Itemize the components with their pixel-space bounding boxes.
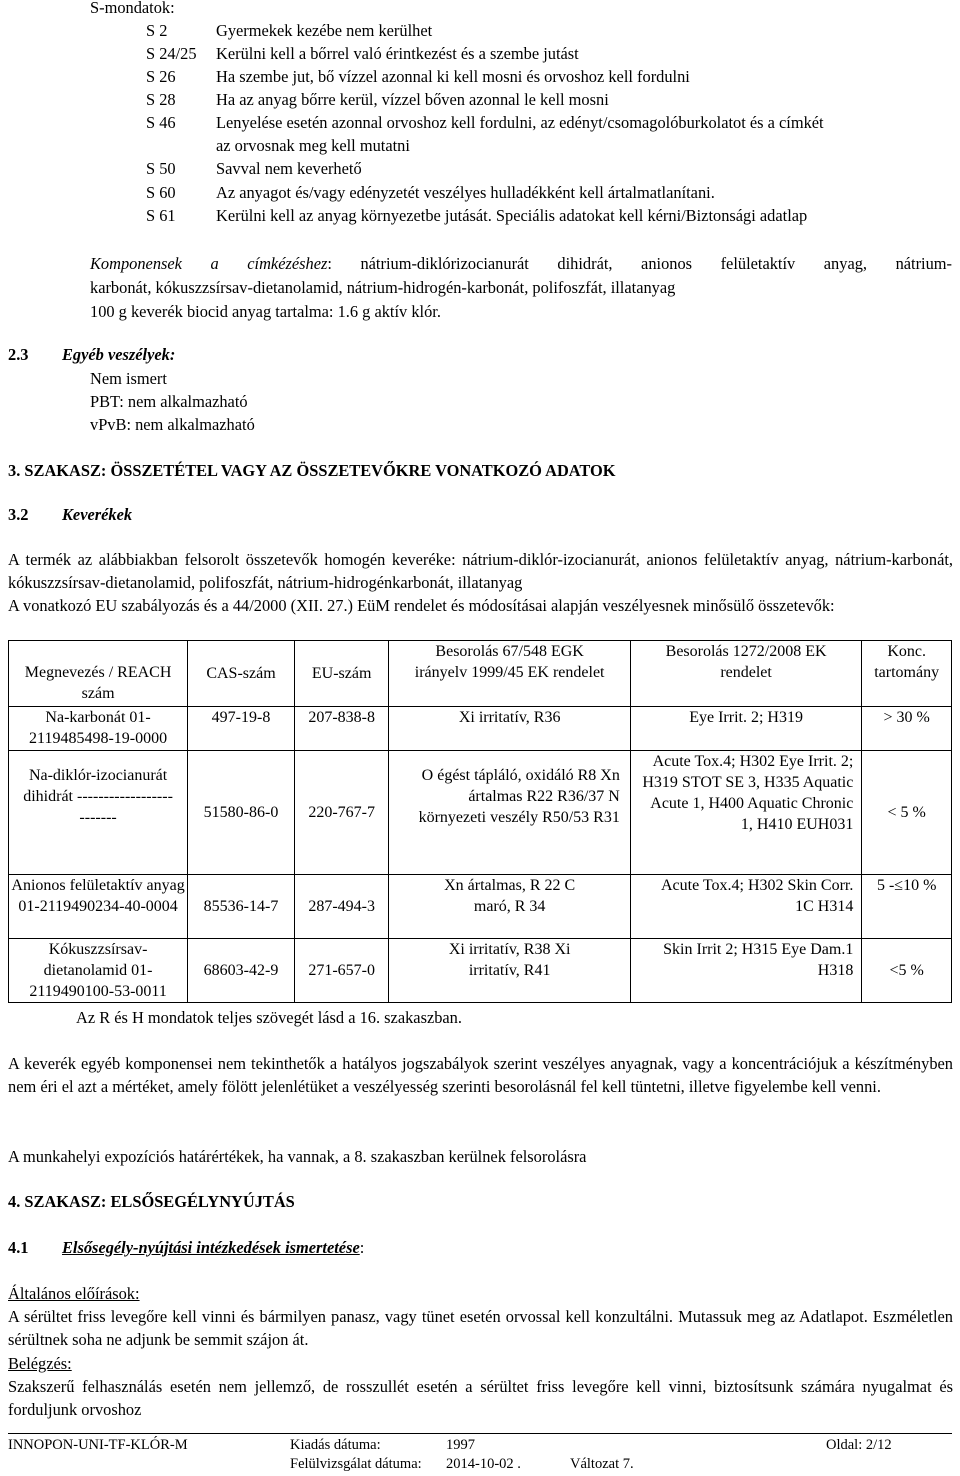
cell-class2: Eye Irrit. 2; H319 [630, 707, 861, 751]
cell-eu: 220-767-7 [294, 751, 389, 875]
regulation-text: A vonatkozó EU szabályozás és a 44/2000 (XII. 27.) EüM rendelet és módosításai alapján veszélyesnek minősülő összetevők: [8, 596, 835, 615]
s-code: S 46 [146, 113, 176, 132]
table-row [9, 707, 952, 751]
s-code: S 60 [146, 183, 176, 202]
cell-conc: 5 -≤10 % [862, 875, 952, 939]
section4-heading: 4. SZAKASZ: ELSŐSEGÉLYNYÚJTÁS [8, 1192, 295, 1211]
s-text: Ha szembe jut, bő vízzel azonnal ki kell mosni és orvoshoz kell fordulni [216, 67, 690, 86]
labeling-line2: karbonát, kókuszzsírsav-dietanolamid, nátrium-hidrogén-karbonát, polifoszfát, illatanyag [90, 278, 676, 297]
cell-class2: Acute Tox.4; H302 Skin Corr. 1C H314 [630, 875, 861, 939]
cell-name: Kókuszzsírsav-dietanolamid 01-2119490100-53-0011 [9, 939, 188, 1003]
cell-cas: 51580-86-0 [188, 751, 295, 875]
components-table [8, 640, 952, 1003]
cell-conc: > 30 % [862, 707, 952, 751]
labeling-line1: : nátrium-diklórizocianurát dihidrát, anionos felületaktív anyag, nátrium- [327, 254, 953, 273]
s-text: az orvosnak meg kell mutatni [216, 136, 410, 155]
inhalation-label: Belégzés: [8, 1354, 72, 1373]
cell-class2: Skin Irrit 2; H315 Eye Dam.1 H318 [630, 939, 861, 1003]
cell-class1: Xi irritatív, R36 [389, 707, 630, 751]
s-text: Gyermekek kezébe nem kerülhet [216, 21, 433, 40]
section3-sub-number: 3.2 [8, 505, 29, 524]
other-components-text: A keverék egyéb komponensei nem tekinthetők a hatályos jogszabályok szerint veszélyes anyagnak, vagy a koncentrációjuk a készítményben nem éri el azt a mértéket, amely fölött jelenlétüket a veszélyesség szerinti besorolásnál fel kell tüntetni, illetve figyelembe kell venni. [8, 1054, 953, 1096]
s-text: Kerülni kell a bőrrel való érintkezést és a szembe jutást [216, 44, 579, 63]
table-header-row [9, 641, 952, 707]
cell-eu: 207-838-8 [294, 707, 389, 751]
header-class1: Besorolás 67/548 EGK irányelv 1999/45 EK rendelet [389, 641, 630, 707]
table-row [9, 939, 952, 1003]
section4-sub-title-wrap: Elsősegély-nyújtási intézkedések ismertetése: [62, 1238, 365, 1257]
labeling-components [90, 252, 952, 323]
s-text: Az anyagot és/vagy edényzetét veszélyes hulladékként kell ártalmatlanítani. [216, 183, 715, 202]
cell-cas: 85536-14-7 [188, 875, 295, 939]
section3-sub-title: Keverékek [62, 505, 133, 524]
labeling-line3: 100 g keverék biocid anyag tartalma: 1.6 g aktív klór. [90, 302, 441, 321]
footer-review-value: 2014-10-02 . [446, 1456, 521, 1472]
cell-class1: Xn ártalmas, R 22 C maró, R 34 [389, 875, 630, 939]
s-code: S 2 [146, 21, 168, 40]
general-text: A sérültet friss levegőre kell vinni és bármilyen panasz, vagy tünet esetén orvossal kell konzultálni. Mutassuk meg az Adatlapot. Eszméletlen sérültnek soha ne adjunk be semmit szájon át. [8, 1307, 953, 1349]
cell-eu: 287-494-3 [294, 875, 389, 939]
cell-name: Anionos felületaktív anyag 01-2119490234-40-0004 [9, 875, 188, 939]
footer-doc-id: INNOPON-UNI-TF-KLÓR-M [8, 1437, 188, 1453]
footer-page: Oldal: 2/12 [826, 1437, 892, 1453]
section4-sub-number: 4.1 [8, 1238, 29, 1257]
header-cas: CAS-szám [188, 641, 295, 707]
cell-cas: 497-19-8 [188, 707, 295, 751]
inhalation-text: Szakszerű felhasználás esetén nem jellemző, de rosszullét esetén a sérültet friss levegőre kell vinni, biztosítsunk számára nyugalmat és forduljunk orvoshoz [8, 1377, 953, 1419]
cell-class2: Acute Tox.4; H302 Eye Irrit. 2; H319 STOT SE 3, H335 Aquatic Acute 1, H400 Aquatic Chronic 1, H410 EUH031 [630, 751, 861, 875]
section4-sub-title: Elsősegély-nyújtási intézkedések ismertetése [62, 1238, 360, 1257]
labeling-label: Komponensek a címkézéshez [90, 254, 328, 273]
table-row [9, 751, 952, 875]
cell-eu: 271-657-0 [294, 939, 389, 1003]
footer-version: Változat 7. [570, 1456, 634, 1472]
table-row [9, 875, 952, 939]
s-code: S 61 [146, 206, 176, 225]
general-label: Általános előírások: [8, 1284, 140, 1303]
s-text: Savval nem keverhető [216, 159, 362, 178]
header-conc: Konc. tartomány [862, 641, 952, 707]
header-eu: EU-szám [294, 641, 389, 707]
s-code: S 50 [146, 159, 176, 178]
cell-class1: O égést tápláló, oxidáló R8 Xn ártalmas R22 R36/37 N környezeti veszély R50/53 R31 [389, 751, 630, 875]
cell-name: Na-karbonát 01-2119485498-19-0000 [9, 707, 188, 751]
cell-conc: <5 % [862, 939, 952, 1003]
cell-name: Na-diklór-izocianurát dihidrát ------------------------- [9, 751, 188, 875]
header-class2: Besorolás 1272/2008 EK rendelet [630, 641, 861, 707]
s-text: Lenyelése esetén azonnal orvoshoz kell fordulni, az edényt/csomagolóburkolatot és a címkét [216, 113, 824, 132]
s-code: S 28 [146, 90, 176, 109]
other-hazards-line: PBT: nem alkalmazható [90, 392, 248, 411]
cell-cas: 68603-42-9 [188, 939, 295, 1003]
footer-review-label: Felülvizsgálat dátuma: [290, 1456, 422, 1472]
section3-heading: 3. SZAKASZ: ÖSSZETÉTEL VAGY AZ ÖSSZETEVŐKRE VONATKOZÓ ADATOK [8, 461, 616, 480]
header-name: Megnevezés / REACH szám [9, 641, 188, 707]
s-code: S 24/25 [146, 44, 197, 63]
other-hazards-number: 2.3 [8, 345, 29, 364]
s-text: Kerülni kell az anyag környezetbe jutását. Speciális adatokat kell kérni/Biztonsági adatlap [216, 206, 808, 225]
s-phrases-title: S-mondatok: [90, 0, 175, 17]
s-text: Ha az anyag bőrre kerül, vízzel bőven azonnal le kell mosni [216, 90, 609, 109]
other-hazards-line: Nem ismert [90, 369, 167, 388]
exposure-text: A munkahelyi expozíciós határértékek, ha vannak, a 8. szakaszban kerülnek felsorolásra [8, 1147, 587, 1166]
footer-issue-label: Kiadás dátuma: [290, 1437, 381, 1453]
table-footnote: Az R és H mondatok teljes szövegét lásd a 16. szakaszban. [76, 1008, 462, 1027]
cell-class1: Xi irritatív, R38 Xi irritatív, R41 [389, 939, 630, 1003]
cell-conc: < 5 % [862, 751, 952, 875]
other-hazards-title: Egyéb veszélyek: [62, 345, 176, 364]
mixture-intro: A termék az alábbiakban felsorolt összetevők homogén keveréke: nátrium-diklór-izocianurát, anionos felületaktív anyag, nátrium-karbonát, kókuszzsírsav-dietanolamid, polifoszfát, nátrium-hidrogénkarbonát, illatanyag [8, 550, 953, 592]
other-hazards-line: vPvB: nem alkalmazható [90, 415, 255, 434]
s-code: S 26 [146, 67, 176, 86]
footer-issue-value: 1997 [446, 1437, 475, 1453]
